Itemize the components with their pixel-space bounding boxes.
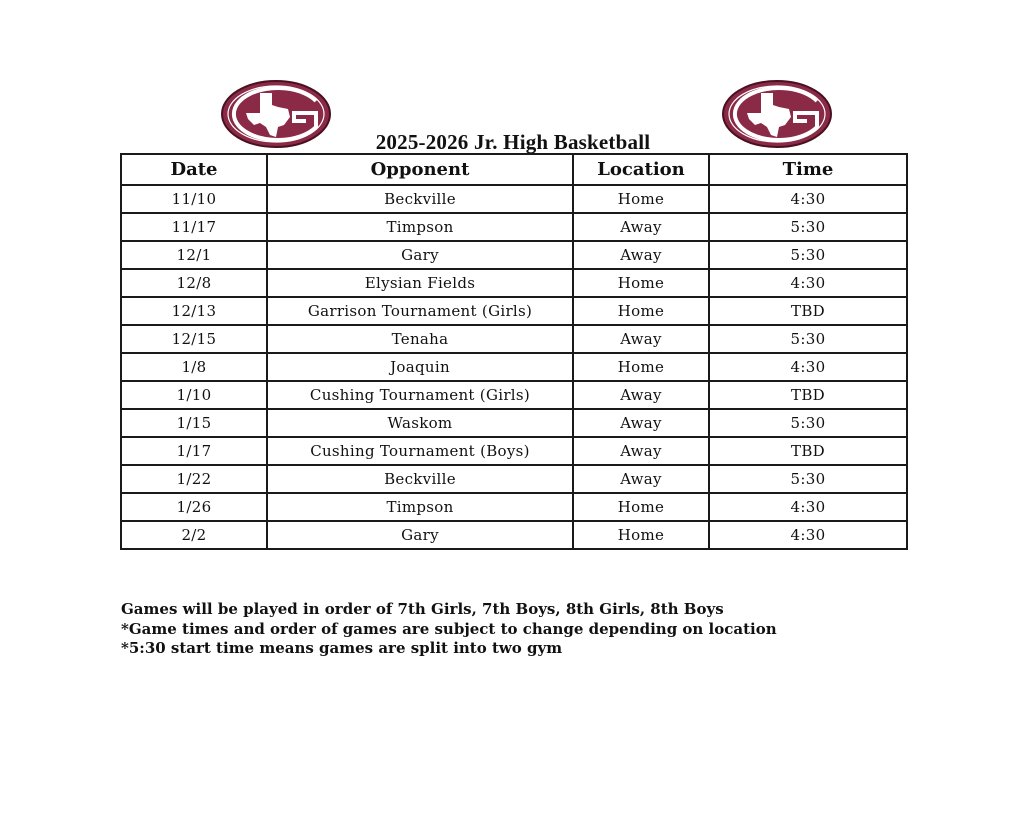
cell-location: Away [573, 465, 709, 493]
cell-location: Away [573, 437, 709, 465]
cell-date: 2/2 [121, 521, 267, 549]
cell-opponent: Elysian Fields [267, 269, 573, 297]
cell-time: TBD [709, 381, 907, 409]
cell-time: 4:30 [709, 353, 907, 381]
cell-date: 1/26 [121, 493, 267, 521]
header-date: Date [121, 154, 267, 185]
schedule-notes [121, 600, 921, 659]
header-time: Time [709, 154, 907, 185]
cell-time: 5:30 [709, 465, 907, 493]
cell-time: 5:30 [709, 325, 907, 353]
table-row [121, 493, 907, 521]
cell-opponent: Cushing Tournament (Girls) [267, 381, 573, 409]
cell-date: 1/8 [121, 353, 267, 381]
page-title: 2025-2026 Jr. High Basketball [375, 130, 651, 154]
cell-date: 12/15 [121, 325, 267, 353]
table-row [121, 185, 907, 213]
table-row [121, 409, 907, 437]
cell-time: 5:30 [709, 241, 907, 269]
cell-time: 4:30 [709, 521, 907, 549]
cell-location: Home [573, 185, 709, 213]
cell-opponent: Waskom [267, 409, 573, 437]
header-opponent: Opponent [267, 154, 573, 185]
cell-opponent: Joaquin [267, 353, 573, 381]
note-line: *Game times and order of games are subject to change depending on location [121, 619, 777, 638]
cell-time: 4:30 [709, 269, 907, 297]
cell-date: 1/10 [121, 381, 267, 409]
cell-location: Away [573, 325, 709, 353]
cell-location: Away [573, 409, 709, 437]
header-location: Location [573, 154, 709, 185]
cell-date: 12/13 [121, 297, 267, 325]
note-line: *5:30 start time means games are split into two gym [121, 639, 563, 657]
table-row [121, 241, 907, 269]
cell-date: 11/10 [121, 185, 267, 213]
cell-time: 4:30 [709, 493, 907, 521]
table-row [121, 437, 907, 465]
cell-date: 1/17 [121, 437, 267, 465]
table-row [121, 325, 907, 353]
table-header-row [121, 154, 907, 185]
cell-time: 4:30 [709, 185, 907, 213]
cell-date: 11/17 [121, 213, 267, 241]
table-row [121, 269, 907, 297]
cell-opponent: Garrison Tournament (Girls) [267, 297, 573, 325]
cell-location: Away [573, 381, 709, 409]
cell-opponent: Gary [267, 241, 573, 269]
cell-opponent: Timpson [267, 493, 573, 521]
cell-opponent: Beckville [267, 465, 573, 493]
cell-location: Away [573, 241, 709, 269]
cell-location: Home [573, 493, 709, 521]
table-row [121, 297, 907, 325]
cell-date: 12/1 [121, 241, 267, 269]
cell-time: 5:30 [709, 409, 907, 437]
cell-opponent: Gary [267, 521, 573, 549]
cell-opponent: Tenaha [267, 325, 573, 353]
cell-location: Away [573, 213, 709, 241]
table-row [121, 521, 907, 549]
cell-time: TBD [709, 437, 907, 465]
cell-time: 5:30 [709, 213, 907, 241]
note-line: Games will be played in order of 7th Girls, 7th Boys, 8th Girls, 8th Boys [121, 600, 724, 618]
table-row [121, 353, 907, 381]
cell-location: Home [573, 269, 709, 297]
cell-opponent: Timpson [267, 213, 573, 241]
cell-location: Home [573, 521, 709, 549]
cell-date: 1/22 [121, 465, 267, 493]
table-row [121, 381, 907, 409]
cell-time: TBD [709, 297, 907, 325]
table-row [121, 465, 907, 493]
cell-date: 1/15 [121, 409, 267, 437]
schedule-table [120, 153, 908, 550]
cell-location: Home [573, 297, 709, 325]
table-row [121, 213, 907, 241]
cell-opponent: Beckville [267, 185, 573, 213]
cell-location: Home [573, 353, 709, 381]
schedule-body [121, 185, 907, 549]
cell-opponent: Cushing Tournament (Boys) [267, 437, 573, 465]
cell-date: 12/8 [121, 269, 267, 297]
